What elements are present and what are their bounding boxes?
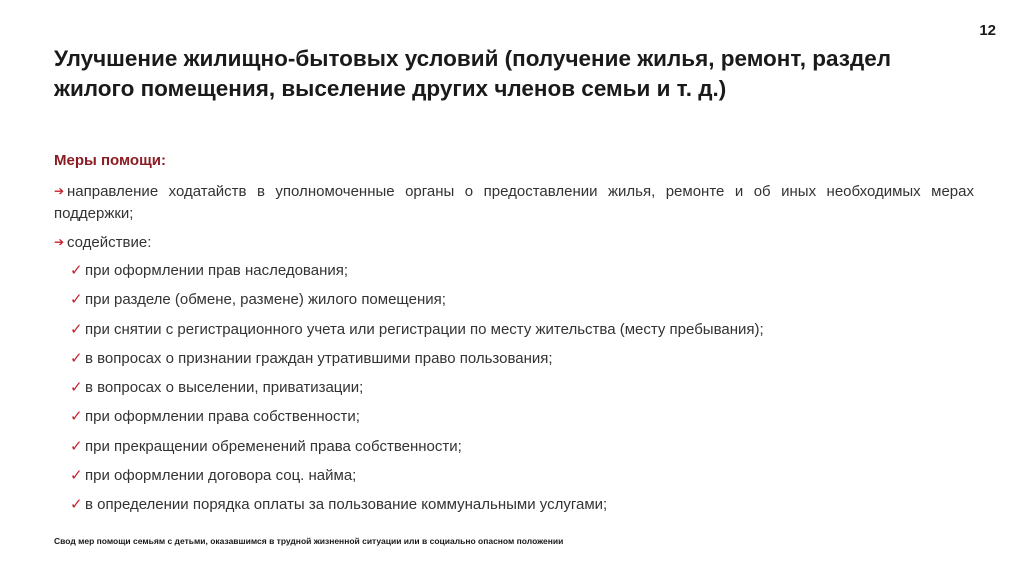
checkmark-icon: ✓ (70, 349, 83, 367)
check-list-item-text: при оформлении прав наследования; (85, 262, 349, 279)
checkmark-icon: ✓ (70, 496, 83, 514)
arrow-list-item (54, 231, 974, 254)
arrow-list-item-text: направление ходатайств в уполномоченные органы о предоставлении жилья, ремонте и об иных необходимых мерах поддержки; (54, 183, 974, 222)
check-list-item-text: при оформлении договора соц. найма; (85, 467, 357, 485)
measures-content (54, 180, 974, 524)
check-list-item (54, 465, 974, 494)
check-list-item-text: при прекращении обременений права собственности; (85, 437, 462, 455)
page-number: 12 (979, 22, 996, 39)
checkmark-icon: ✓ (70, 262, 83, 279)
check-list-item (54, 348, 974, 377)
arrow-list-item (54, 180, 974, 225)
check-list-item (54, 289, 974, 318)
checkmark-icon: ✓ (70, 408, 83, 426)
checkmark-icon: ✓ (70, 320, 83, 338)
check-list-item (54, 260, 974, 289)
check-list-item-text: при разделе (обмене, размене) жилого помещения; (85, 291, 446, 309)
arrow-list-item-text: содействие: (67, 234, 152, 251)
checkmark-icon: ✓ (70, 379, 83, 397)
checkmark-icon: ✓ (70, 467, 83, 485)
check-list-item (54, 377, 974, 406)
section-heading: Меры помощи: (54, 152, 166, 169)
check-list-item-text: при снятии с регистрационного учета или регистрации по месту жительства (месту пребывания); (85, 320, 764, 338)
checkmark-icon: ✓ (70, 437, 83, 455)
check-list-item-text: в вопросах о признании граждан утратившими право пользования; (85, 349, 553, 367)
check-list-item (54, 494, 974, 523)
check-list (54, 260, 974, 524)
checkmark-icon: ✓ (70, 291, 83, 309)
arrow-right-icon: ➔ (54, 184, 65, 198)
check-list-item-text: в вопросах о выселении, приватизации; (85, 379, 364, 397)
footer-caption: Свод мер помощи семьям с детьми, оказавшимся в трудной жизненной ситуации или в социально опасном положении (54, 536, 564, 546)
check-list-item-text: при оформлении права собственности; (85, 408, 360, 426)
arrow-right-icon: ➔ (54, 235, 65, 249)
check-list-item (54, 436, 974, 465)
check-list-item (54, 406, 974, 435)
check-list-item (54, 319, 974, 348)
check-list-item-text: в определении порядка оплаты за пользование коммунальными услугами; (85, 496, 608, 514)
page-title: Улучшение жилищно-бытовых условий (получение жилья, ремонт, раздел жилого помещения, выселение других членов семьи и т. д.) (54, 46, 892, 101)
